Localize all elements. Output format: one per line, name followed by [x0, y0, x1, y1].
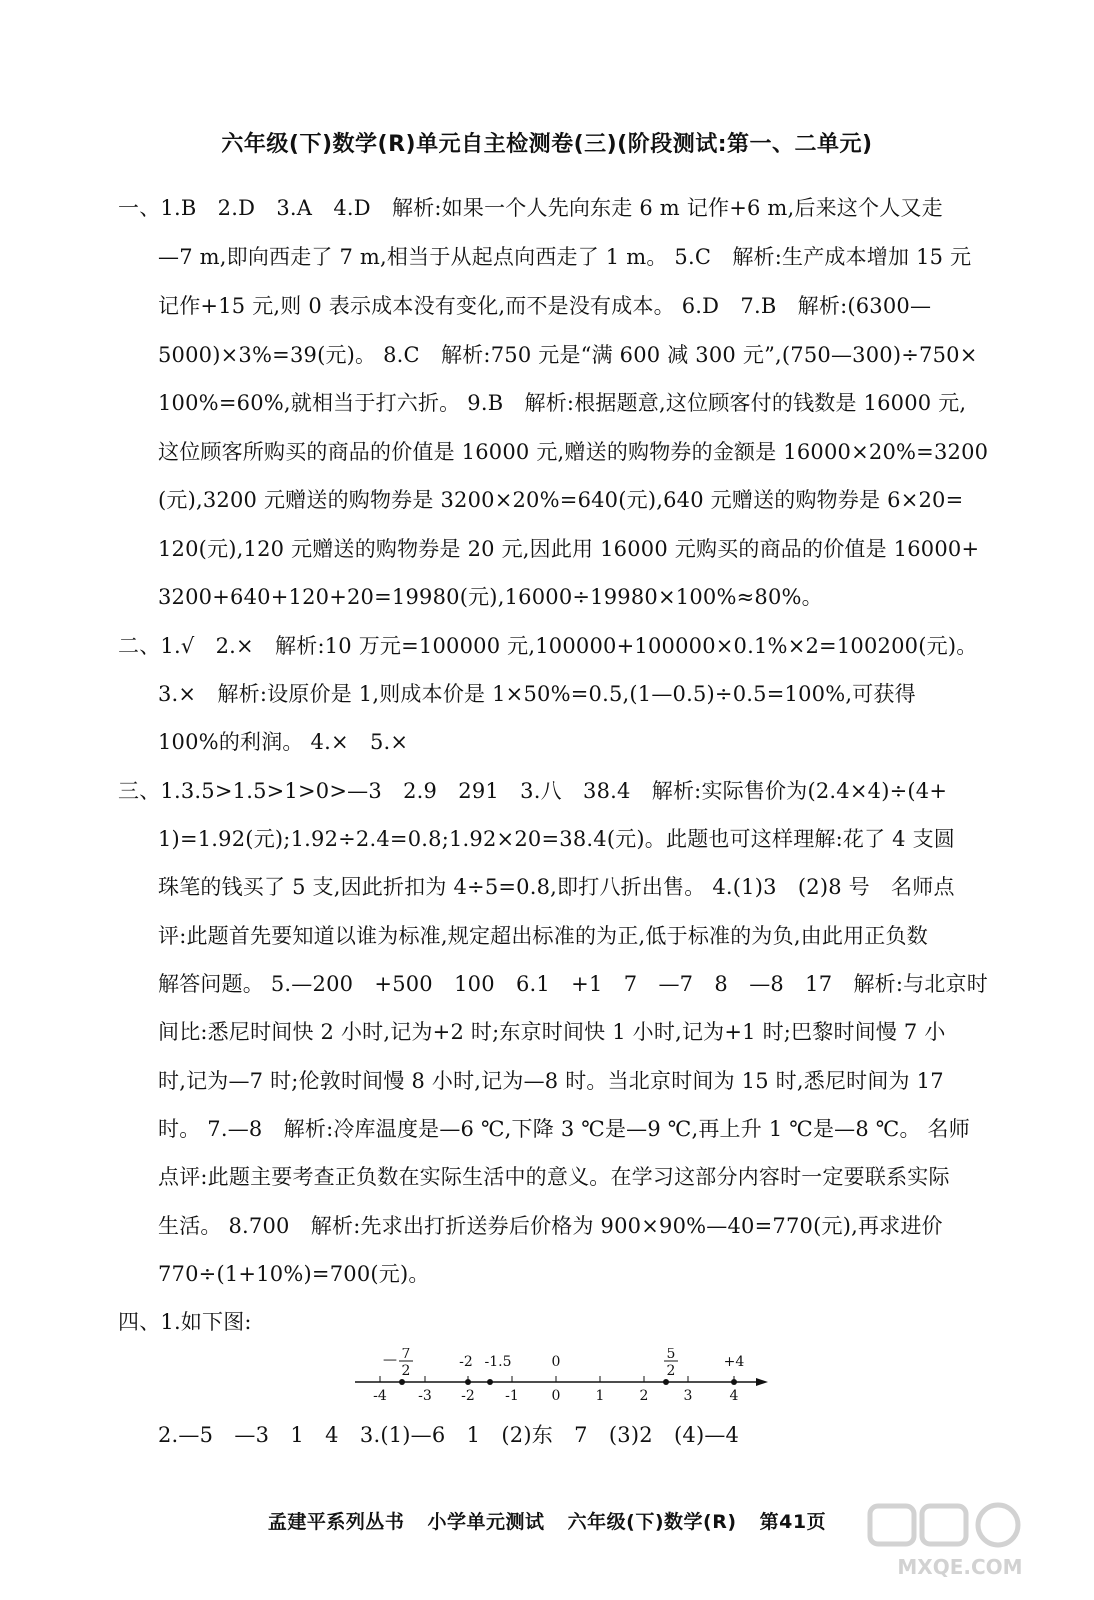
answer-line: 3.× 解析:设原价是 1,则成本价是 1×50%=0.5,(1—0.5)÷0.5=100%,可获得: [158, 682, 916, 706]
point-marker: [731, 1379, 737, 1385]
point-label: 0: [551, 1354, 561, 1370]
watermark-text: MXQE.COM: [897, 1555, 1023, 1579]
answer-line: 点评:此题主要考查正负数在实际生活中的意义。在学习这部分内容时一定要联系实际: [158, 1165, 950, 1189]
tick-label: 1: [595, 1388, 605, 1404]
answer-line: 1)=1.92(元);1.92÷2.4=0.8;1.92×20=38.4(元)。此题也可这样理解:花了 4 支圆: [158, 827, 955, 851]
answer-line: 2.—5 —3 1 4 3.(1)—6 1 (2)东 7 (3)2 (4)—4: [158, 1423, 740, 1447]
answer-line: 3200+640+120+20=19980(元),16000÷19980×100%≈80%。: [158, 585, 823, 609]
point-marker: [465, 1379, 471, 1385]
answer-line: 解答问题。 5.—200 +500 100 6.1 +1 7 —7 8 —8 17 解析:与北京时: [158, 972, 988, 996]
point-label-numerator: 7: [401, 1348, 411, 1362]
point-label: -1.5: [484, 1354, 512, 1370]
tick-label: 2: [639, 1388, 649, 1404]
tick-label: -3: [418, 1388, 432, 1404]
answer-line: (元),3200 元赠送的购物券是 3200×20%=640(元),640 元赠送的购物券是 6×20=: [158, 488, 964, 512]
answer-line: 间比:悉尼时间快 2 小时,记为+2 时;东京时间快 1 小时,记为+1 时;巴黎时间慢 7 小: [158, 1020, 946, 1044]
answer-line: 珠笔的钱买了 5 支,因此折扣为 4÷5=0.8,即打八折出售。 4.(1)3 (2)8 号 名师点: [158, 875, 955, 899]
answer-line: —7 m,即向西走了 7 m,相当于从起点向西走了 1 m。 5.C 解析:生产成本增加 15 元: [158, 245, 972, 269]
tick-label: -1: [505, 1388, 519, 1404]
answer-line: 时。 7.—8 解析:冷库温度是—6 ℃,下降 3 ℃是—9 ℃,再上升 1 ℃是—8 ℃。 名师: [158, 1117, 970, 1141]
footer-series: 孟建平系列丛书: [267, 1511, 405, 1533]
answer-line: 120(元),120 元赠送的购物券是 20 元,因此用 16000 元购买的商品的价值是 16000+: [158, 537, 980, 561]
tick-label: 4: [729, 1388, 739, 1404]
answer-line: 这位顾客所购买的商品的价值是 16000 元,赠送的购物券的金额是 16000×20%=3200: [158, 440, 989, 464]
answer-line: 100%的利润。 4.× 5.×: [158, 730, 409, 754]
number-line-figure: [350, 1348, 770, 1408]
point-marker: [663, 1379, 669, 1385]
answer-line: 一、1.B 2.D 3.A 4.D 解析:如果一个人先向东走 6 m 记作+6 m,后来这个人又走: [118, 196, 943, 220]
point-marker: [487, 1379, 493, 1385]
answer-line: 生活。 8.700 解析:先求出打折送券后价格为 900×90%—40=770(元),再求进价: [158, 1214, 943, 1238]
tick-label: -2: [461, 1388, 475, 1404]
tick-label: 0: [551, 1388, 561, 1404]
point-label-denominator: 2: [666, 1363, 676, 1379]
answer-line: 5000)×3%=39(元)。 8.C 解析:750 元是“满 600 减 300 元”,(750—300)÷750×: [158, 343, 978, 367]
answer-line: 时,记为—7 时;伦敦时间慢 8 小时,记为—8 时。当北京时间为 15 时,悉尼时间为 17: [158, 1069, 944, 1093]
answer-line: 四、1.如下图:: [118, 1310, 252, 1334]
point-label: +4: [723, 1354, 745, 1370]
point-label-denominator: 2: [401, 1363, 411, 1379]
point-label-numerator: 5: [666, 1348, 676, 1362]
point-marker: [399, 1379, 405, 1385]
answer-line: 770÷(1+10%)=700(元)。: [158, 1262, 430, 1286]
point-label: -2: [459, 1354, 473, 1370]
footer-page: 第41页: [759, 1511, 827, 1533]
page-title: 六年级(下)数学(R)单元自主检测卷(三)(阶段测试:第一、二单元): [221, 132, 873, 157]
tick-label: 3: [683, 1388, 693, 1404]
answer-line: 二、1.√ 2.× 解析:10 万元=100000 元,100000+100000×0.1%×2=100200(元)。: [118, 634, 978, 658]
answer-line: 三、1.3.5>1.5>1>0>—3 2.9 291 3.八 38.4 解析:实际售价为(2.4×4)÷(4+: [118, 779, 948, 803]
footer-book: 小学单元测试: [427, 1511, 545, 1533]
footer-grade: 六年级(下)数学(R): [567, 1511, 737, 1533]
number-line-arrow: [756, 1378, 768, 1386]
answer-line: 100%=60%,就相当于打六折。 9.B 解析:根据题意,这位顾客付的钱数是 16000 元,: [158, 391, 967, 415]
answer-line: 评:此题首先要知道以谁为标准,规定超出标准的为正,低于标准的为负,由此用正负数: [158, 924, 928, 948]
answer-line: 记作+15 元,则 0 表示成本没有变化,而不是没有成本。 6.D 7.B 解析:(6300—: [158, 294, 932, 318]
tick-label: -4: [373, 1388, 387, 1404]
watermark-logo: [860, 1502, 1070, 1582]
point-label-sign: —: [383, 1352, 397, 1368]
